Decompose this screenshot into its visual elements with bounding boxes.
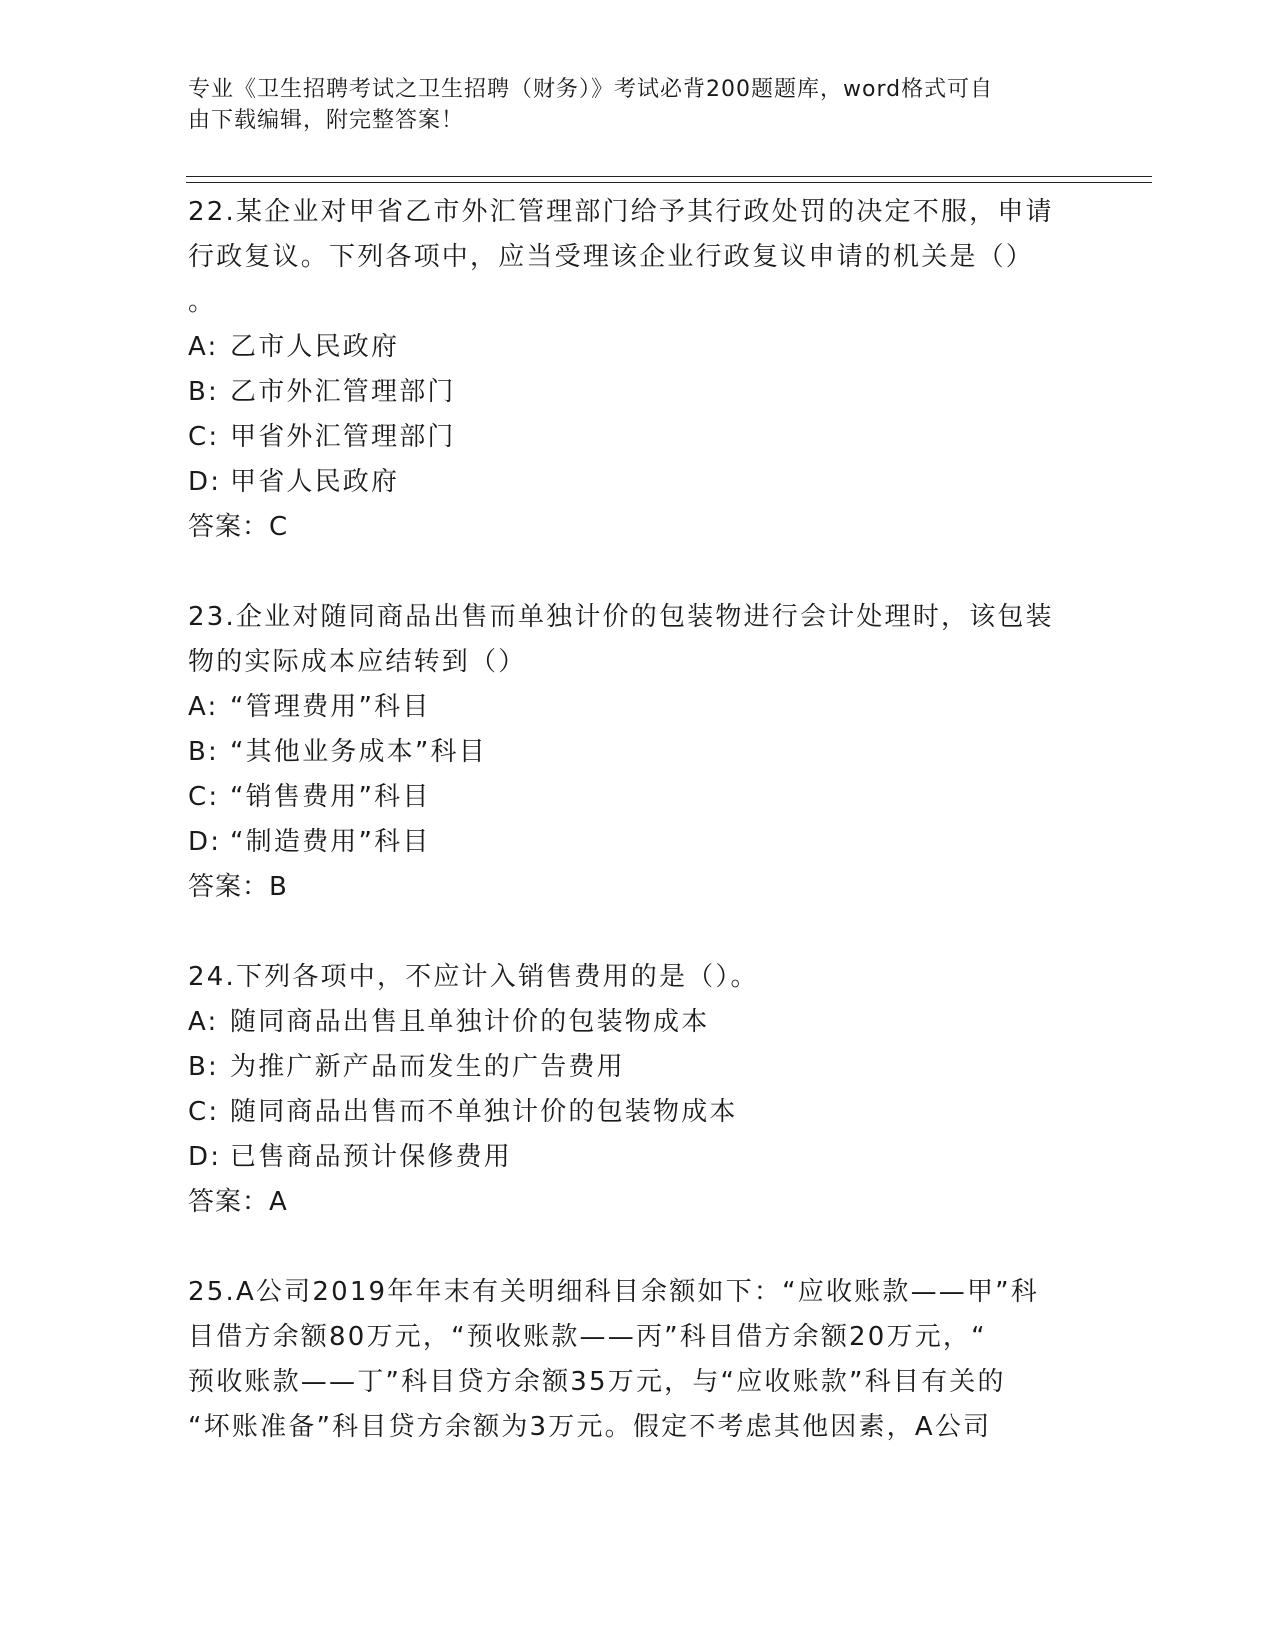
option-letter: C:	[188, 422, 220, 452]
question-text-line: 25.A公司2019年年末有关明细科目余额如下：“应收账款——甲”科	[188, 1277, 1040, 1307]
option-text: 乙市人民政府	[230, 332, 400, 362]
option-a	[188, 1000, 1088, 1045]
question-25	[188, 1270, 1088, 1450]
option-letter: D:	[188, 467, 222, 497]
answer-label: 答案：A	[188, 1187, 288, 1217]
option-b	[188, 370, 1088, 415]
question-22	[188, 190, 1088, 550]
spacer	[188, 910, 1088, 955]
option-text: 甲省人民政府	[230, 467, 400, 497]
spacer	[188, 550, 1088, 595]
option-text: “其他业务成本”科目	[230, 737, 487, 767]
question-list	[188, 190, 1088, 1450]
question-text-line: 预收账款——丁”科目贷方余额35万元，与“应收账款”科目有关的	[188, 1367, 1006, 1397]
question-text-line: 22.某企业对甲省乙市外汇管理部门给予其行政处罚的决定不服，申请	[188, 197, 1054, 227]
question-23	[188, 595, 1088, 910]
question-text-line: 。	[188, 287, 217, 317]
option-text: 甲省外汇管理部门	[230, 422, 456, 452]
option-a	[188, 325, 1088, 370]
option-letter: C:	[188, 782, 220, 812]
spacer	[188, 1225, 1088, 1270]
option-c	[188, 775, 1088, 820]
question-text-line: 24.下列各项中，不应计入销售费用的是（）。	[188, 962, 759, 992]
question-text-line: “坏账准备”科目贷方余额为3万元。假定不考虑其他因素，A公司	[188, 1412, 992, 1442]
option-d	[188, 460, 1088, 505]
question-text-line: 行政复议。下列各项中，应当受理该企业行政复议申请的机关是（）	[188, 242, 1035, 272]
option-letter: A:	[188, 692, 219, 722]
document-header	[188, 74, 1068, 136]
option-text: “制造费用”科目	[230, 827, 431, 857]
option-letter: D:	[188, 827, 222, 857]
option-a	[188, 685, 1088, 730]
question-text-line: 23.企业对随同商品出售而单独计价的包装物进行会计处理时，该包装	[188, 602, 1054, 632]
option-letter: B:	[188, 737, 219, 767]
question-24	[188, 955, 1088, 1225]
option-text: 随同商品出售且单独计价的包装物成本	[230, 1007, 710, 1037]
option-text: 随同商品出售而不单独计价的包装物成本	[230, 1097, 738, 1127]
option-d	[188, 820, 1088, 865]
option-letter: D:	[188, 1142, 222, 1172]
option-text: 乙市外汇管理部门	[230, 377, 456, 407]
option-letter: A:	[188, 1007, 219, 1037]
header-line-2: 由下载编辑，附完整答案！	[188, 108, 465, 133]
question-text-line: 目借方余额80万元，“预收账款——丙”科目借方余额20万元，“	[188, 1322, 987, 1352]
option-b	[188, 1045, 1088, 1090]
option-text: 为推广新产品而发生的广告费用	[230, 1052, 625, 1082]
option-c	[188, 415, 1088, 460]
option-letter: B:	[188, 1052, 219, 1082]
option-c	[188, 1090, 1088, 1135]
question-text-line: 物的实际成本应结转到（）	[188, 647, 527, 677]
option-text: “销售费用”科目	[230, 782, 431, 812]
answer-label: 答案：C	[188, 512, 289, 542]
option-d	[188, 1135, 1088, 1180]
option-text: 已售商品预计保修费用	[230, 1142, 513, 1172]
option-b	[188, 730, 1088, 775]
header-divider-top	[186, 176, 1152, 177]
option-letter: C:	[188, 1097, 220, 1127]
header-divider-bottom	[186, 182, 1152, 183]
option-letter: B:	[188, 377, 219, 407]
option-letter: A:	[188, 332, 219, 362]
option-text: “管理费用”科目	[230, 692, 431, 722]
answer-label: 答案：B	[188, 872, 288, 902]
header-line-1: 专业《卫生招聘考试之卫生招聘（财务）》考试必背200题题库，word格式可自	[188, 77, 994, 102]
